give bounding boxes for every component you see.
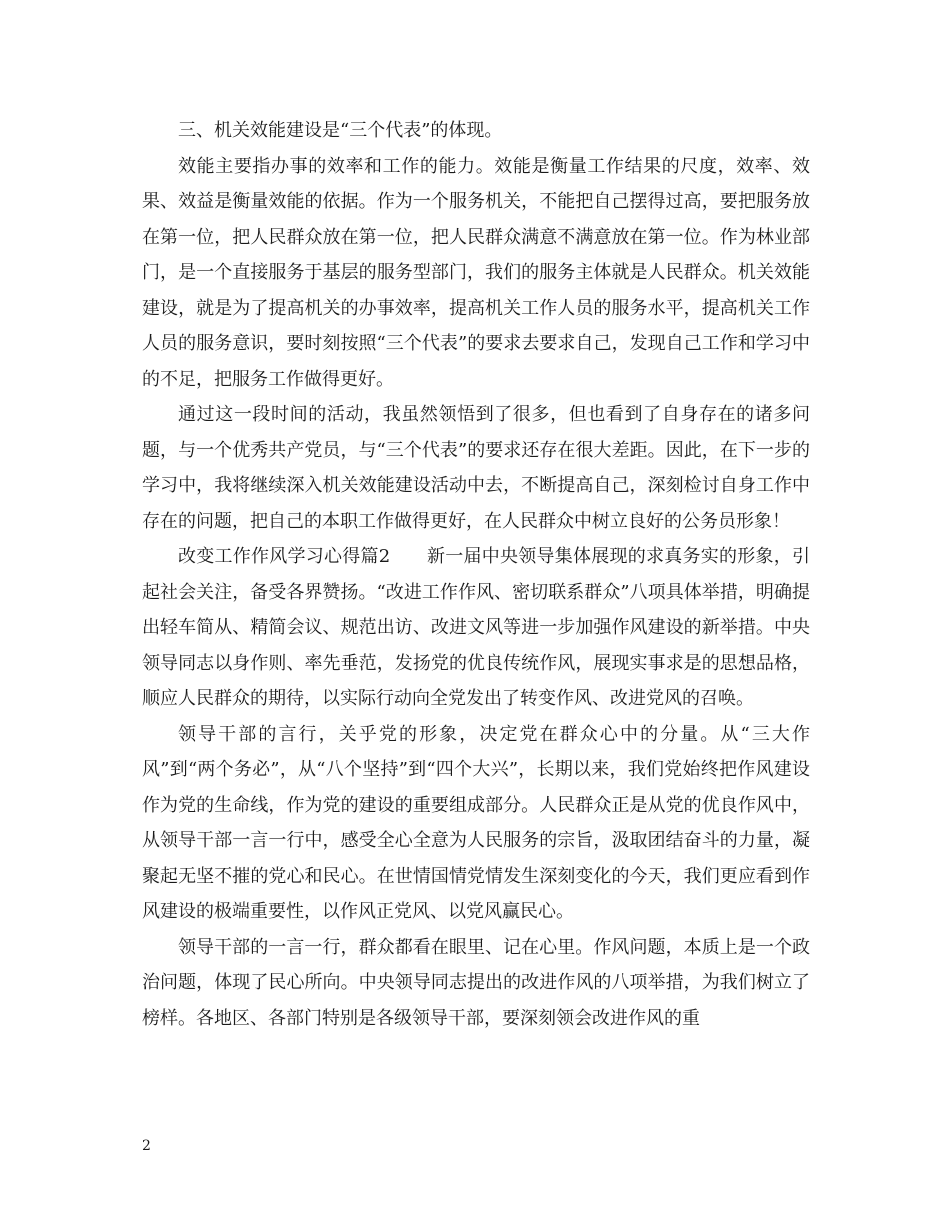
page-number: 2: [142, 1138, 151, 1154]
paragraph: 改变工作作风学习心得篇2 新一届中央领导集体展现的求真务实的形象，引起社会关注，备受各界赞扬。“改进工作作风、密切联系群众”八项具体举措，明确提出轻车简从、精简会议、规范出访、改进文风等进一步加强作风建设的新举措。中央领导同志以身作则、率先垂范，发扬党的优良传统作风，展现实事求是的思想品格，顺应人民群众的期待，以实际行动向全党发出了转变作风、改进党风的召唤。: [142, 546, 810, 709]
document-body: [142, 113, 810, 1036]
paragraph: 领导干部的言行，关乎党的形象，决定党在群众心中的分量。从“三大作风”到“两个务必”，从“八个坚持”到“四个大兴”，长期以来，我们党始终把作风建设作为党的生命线，作为党的建设的重要组成部分。人民群众正是从党的优良作风中，从领导干部一言一行中，感受全心全意为人民服务的宗旨，汲取团结奋斗的力量，凝聚起无坚不摧的党心和民心。在世情国情党情发生深刻变化的今天，我们更应看到作风建设的极端重要性，以作风正党风、以党风赢民心。: [142, 723, 810, 922]
paragraph: 通过这一段时间的活动，我虽然领悟到了很多，但也看到了自身存在的诸多问题，与一个优秀共产党员，与“三个代表”的要求还存在很大差距。因此，在下一步的学习中，我将继续深入机关效能建设活动中去，不断提高自己，深刻检讨自身工作中存在的问题，把自己的本职工作做得更好，在人民群众中树立良好的公务员形象！: [142, 404, 810, 532]
paragraph: 领导干部的一言一行，群众都看在眼里、记在心里。作风问题，本质上是一个政治问题，体现了民心所向。中央领导同志提出的改进作风的八项举措，为我们树立了榜样。各地区、各部门特别是各级领导干部，要深刻领会改进作风的重: [142, 936, 810, 1029]
paragraph: 效能主要指办事的效率和工作的能力。效能是衡量工作结果的尺度，效率、效果、效益是衡量效能的依据。作为一个服务机关，不能把自己摆得过高，要把服务放在第一位，把人民群众放在第一位，把人民群众满意不满意放在第一位。作为林业部门，是一个直接服务于基层的服务型部门，我们的服务主体就是人民群众。机关效能建设，就是为了提高机关的办事效率，提高机关工作人员的服务水平，提高机关工作人员的服务意识，要时刻按照“三个代表”的要求去要求自己，发现自己工作和学习中的不足，把服务工作做得更好。: [142, 155, 810, 390]
section-heading: 三、机关效能建设是“三个代表”的体现。: [178, 120, 503, 141]
